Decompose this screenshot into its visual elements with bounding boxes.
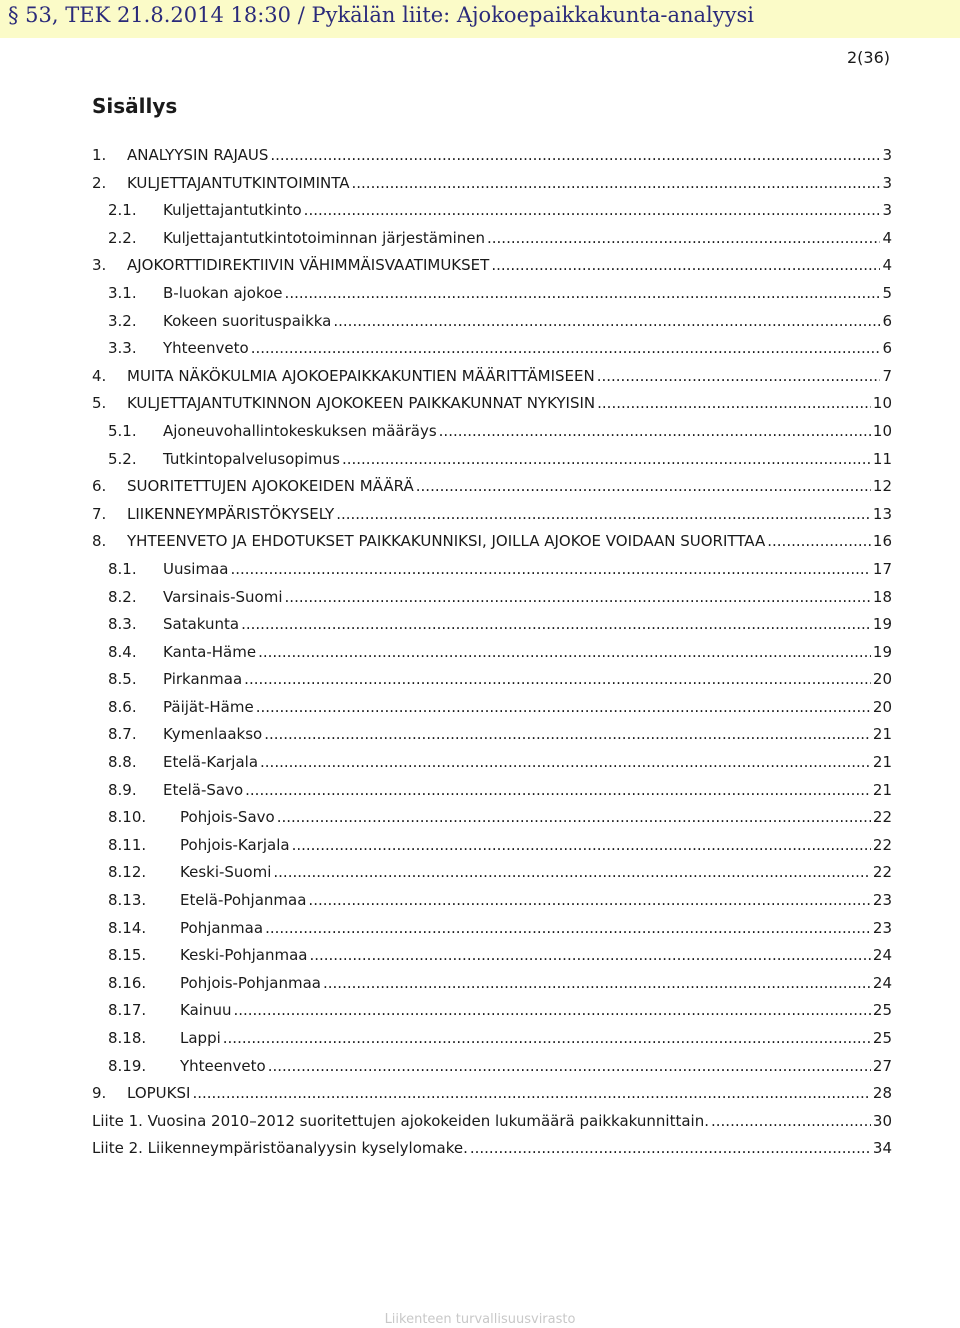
toc-entry[interactable]	[92, 698, 892, 726]
toc-entry-page: 3	[882, 173, 892, 192]
toc-entry-page: 34	[872, 1139, 892, 1158]
toc-entry[interactable]	[92, 836, 892, 864]
toc-entry-page: 28	[872, 1084, 892, 1103]
toc-dot-leader	[308, 891, 870, 909]
toc-entry-number: 8.3.	[108, 615, 137, 634]
toc-dot-leader	[285, 588, 871, 606]
toc-dot-leader	[192, 1084, 870, 1102]
toc-entry[interactable]	[92, 946, 892, 974]
toc-entry[interactable]	[92, 339, 892, 367]
toc-entry-title: Kainuu	[180, 1001, 232, 1020]
toc-dot-leader	[711, 1112, 871, 1130]
toc-entry-number: 8.7.	[108, 725, 137, 744]
toc-dot-leader	[277, 808, 871, 826]
toc-dot-leader	[292, 836, 871, 854]
toc-entry-title: KULJETTAJANTUTKINTOIMINTA	[127, 173, 350, 192]
toc-dot-leader	[767, 532, 871, 550]
toc-dot-leader	[223, 1029, 871, 1047]
toc-entry-title: Kokeen suorituspaikka	[163, 311, 332, 330]
toc-entry-page: 6	[882, 339, 892, 358]
toc-entry-page: 25	[872, 1029, 892, 1047]
toc-dot-leader	[265, 919, 871, 937]
toc-entry-page: 18	[872, 587, 892, 606]
toc-dot-leader	[416, 477, 871, 495]
toc-dot-leader	[336, 505, 871, 523]
toc-dot-leader	[597, 367, 881, 385]
toc-entry-page: 17	[872, 559, 892, 578]
toc-entry-page: 3	[882, 146, 892, 164]
toc-entry[interactable]	[92, 1029, 892, 1057]
toc-entry-title: Pohjanmaa	[180, 918, 264, 937]
toc-entry-title: LIIKENNEYMPÄRISTÖKYSELY	[127, 504, 335, 523]
toc-entry[interactable]	[92, 1139, 892, 1167]
toc-entry-number: 8.18.	[108, 1029, 147, 1047]
toc-entry-title: Kanta-Häme	[163, 642, 257, 661]
toc-entry-number: 8.4.	[108, 642, 137, 661]
toc-entry-title: Päijät-Häme	[163, 697, 254, 716]
toc-entry[interactable]	[92, 312, 892, 340]
toc-entry-number: 5.	[92, 394, 107, 413]
toc-entry-title: Kuljettajantutkintotoiminnan järjestäminen	[163, 228, 485, 247]
toc-entry-number: 5.1.	[108, 421, 137, 440]
toc-dot-leader	[487, 229, 880, 247]
toc-dot-leader	[470, 1139, 871, 1157]
table-of-contents	[92, 146, 892, 1167]
toc-entry-title: Varsinais-Suomi	[163, 587, 283, 606]
toc-entry[interactable]	[92, 808, 892, 836]
toc-entry-page: 19	[872, 615, 892, 634]
toc-entry-page: 7	[882, 366, 892, 385]
toc-entry-title: Ajoneuvohallintokeskuksen määräys	[163, 421, 437, 440]
toc-entry-number: 3.3.	[108, 339, 137, 358]
toc-dot-leader	[342, 450, 871, 468]
toc-entry[interactable]	[92, 974, 892, 1002]
toc-entry[interactable]	[92, 229, 892, 257]
toc-entry[interactable]	[92, 450, 892, 478]
toc-entry-page: 6	[882, 311, 892, 330]
toc-entry-title: Tutkintopalvelusopimus	[163, 449, 340, 468]
toc-entry-number: 2.	[92, 173, 107, 192]
toc-entry-number: 6.	[92, 477, 107, 496]
toc-dot-leader	[245, 781, 871, 799]
toc-entry-page: 20	[872, 670, 892, 689]
toc-entry-title: Pohjois-Savo	[180, 808, 275, 827]
toc-entry-page: 24	[872, 973, 892, 992]
toc-entry-number: 8.12.	[108, 863, 147, 882]
toc-dot-leader	[270, 146, 880, 164]
toc-entry-title: YHTEENVETO JA EHDOTUKSET PAIKKAKUNNIKSI, JOILLA AJOKOE VOIDAAN SUORITTAA	[127, 532, 766, 551]
toc-heading: Sisällys	[92, 94, 178, 118]
toc-entry[interactable]	[92, 174, 892, 202]
toc-entry-page: 21	[872, 780, 892, 799]
footer-text: Liikenteen turvallisuusvirasto	[384, 1312, 576, 1327]
toc-entry-title: Pirkanmaa	[163, 670, 243, 689]
toc-entry-title: Uusimaa	[163, 559, 229, 578]
toc-entry-number: 8.1.	[108, 559, 137, 578]
toc-entry-number: 1.	[92, 146, 107, 164]
toc-dot-leader	[285, 284, 881, 302]
toc-dot-leader	[264, 725, 871, 743]
toc-entry-page: 30	[872, 1111, 892, 1130]
toc-entry-number: 2.2.	[108, 228, 137, 247]
toc-entry-number: 8.9.	[108, 780, 137, 799]
toc-entry[interactable]	[92, 505, 892, 533]
toc-entry-page: 4	[882, 228, 892, 247]
toc-entry-page: 10	[872, 421, 892, 440]
toc-entry-page: 23	[872, 891, 892, 910]
toc-entry[interactable]	[92, 477, 892, 505]
toc-dot-leader	[268, 1057, 871, 1075]
page-number: 2(36)	[846, 48, 890, 67]
toc-entry-number: 8.13.	[108, 891, 147, 910]
toc-entry-title: Keski-Suomi	[180, 863, 272, 882]
toc-entry[interactable]	[92, 615, 892, 643]
toc-entry-page: 20	[872, 697, 892, 716]
toc-entry-page: 27	[872, 1056, 892, 1075]
toc-dot-leader	[309, 946, 870, 964]
toc-entry[interactable]	[92, 422, 892, 450]
toc-entry[interactable]	[92, 394, 892, 422]
toc-entry-title: ANALYYSIN RAJAUS	[127, 146, 269, 164]
toc-entry-page: 11	[872, 449, 892, 468]
toc-entry-title: Pohjois-Karjala	[180, 835, 290, 854]
toc-entry-title: Liite 1. Vuosina 2010–2012 suoritettujen ajokokeiden lukumäärä paikkakunnittain.	[92, 1111, 709, 1130]
toc-entry-page: 22	[872, 835, 892, 854]
toc-dot-leader	[333, 312, 880, 330]
toc-entry-title: Etelä-Savo	[163, 780, 244, 799]
toc-entry-title: KULJETTAJANTUTKINNON AJOKOKEEN PAIKKAKUNNAT NYKYISIN	[127, 394, 596, 413]
toc-entry-title: Yhteenveto	[180, 1056, 266, 1075]
toc-entry[interactable]	[92, 1057, 892, 1085]
toc-entry-title: Keski-Pohjanmaa	[180, 946, 308, 965]
toc-entry-page: 16	[872, 532, 892, 551]
toc-dot-leader	[230, 560, 870, 578]
toc-dot-leader	[439, 422, 871, 440]
toc-entry-title: Pohjois-Pohjanmaa	[180, 973, 321, 992]
toc-entry-number: 8.2.	[108, 587, 137, 606]
toc-entry[interactable]	[92, 725, 892, 753]
toc-dot-leader	[352, 174, 881, 192]
toc-entry-title: Yhteenveto	[163, 339, 249, 358]
toc-entry-title: AJOKORTTIDIREKTIIVIN VÄHIMMÄISVAATIMUKSET	[127, 256, 490, 275]
document-banner	[0, 0, 960, 38]
toc-entry-page: 21	[872, 753, 892, 772]
toc-entry[interactable]	[92, 1112, 892, 1140]
toc-entry-page: 22	[872, 863, 892, 882]
toc-dot-leader	[244, 670, 871, 688]
banner-text: § 53, TEK 21.8.2014 18:30 / Pykälän liite: Ajokoepaikkakunta-analyysi	[8, 3, 754, 27]
toc-entry-page: 10	[872, 394, 892, 413]
toc-dot-leader	[233, 1001, 870, 1019]
toc-entry-number: 7.	[92, 504, 107, 523]
toc-entry-title: Kuljettajantutkinto	[163, 201, 302, 220]
toc-entry-title: Etelä-Pohjanmaa	[180, 891, 307, 910]
toc-entry-number: 8.15.	[108, 946, 147, 965]
toc-entry-number: 9.	[92, 1084, 107, 1103]
toc-entry-title: Liite 2. Liikenneympäristöanalyysin kyselylomake.	[92, 1139, 468, 1158]
toc-entry[interactable]	[92, 891, 892, 919]
toc-entry-number: 3.	[92, 256, 107, 275]
toc-entry[interactable]	[92, 146, 892, 174]
toc-dot-leader	[491, 256, 880, 274]
toc-entry-page: 23	[872, 918, 892, 937]
toc-dot-leader	[304, 201, 881, 219]
toc-entry-page: 3	[882, 201, 892, 220]
toc-entry[interactable]	[92, 753, 892, 781]
toc-entry[interactable]	[92, 1001, 892, 1029]
toc-entry[interactable]	[92, 643, 892, 671]
toc-entry-number: 8.5.	[108, 670, 137, 689]
toc-entry[interactable]	[92, 863, 892, 891]
toc-dot-leader	[273, 863, 871, 881]
toc-entry-number: 2.1.	[108, 201, 137, 220]
toc-entry-number: 8.11.	[108, 835, 147, 854]
toc-entry[interactable]	[92, 560, 892, 588]
toc-entry[interactable]	[92, 588, 892, 616]
toc-entry-number: 8.6.	[108, 697, 137, 716]
toc-entry-page: 5	[882, 283, 892, 302]
toc-entry[interactable]	[92, 256, 892, 284]
toc-entry-number: 8.14.	[108, 918, 147, 937]
toc-entry-title: B-luokan ajokoe	[163, 283, 283, 302]
toc-entry-title: LOPUKSI	[127, 1084, 191, 1103]
toc-entry[interactable]	[92, 670, 892, 698]
toc-entry[interactable]	[92, 532, 892, 560]
toc-entry-page: 12	[872, 477, 892, 496]
toc-entry-page: 19	[872, 642, 892, 661]
toc-entry[interactable]	[92, 284, 892, 312]
toc-entry-number: 3.1.	[108, 283, 137, 302]
toc-dot-leader	[256, 698, 871, 716]
toc-entry-number: 8.16.	[108, 973, 147, 992]
toc-entry-page: 22	[872, 808, 892, 827]
toc-dot-leader	[260, 753, 871, 771]
toc-entry-page: 21	[872, 725, 892, 744]
toc-entry-page: 25	[872, 1001, 892, 1020]
toc-entry-title: Lappi	[180, 1029, 221, 1047]
toc-entry-number: 3.2.	[108, 311, 137, 330]
toc-entry[interactable]	[92, 919, 892, 947]
toc-entry-number: 8.10.	[108, 808, 147, 827]
toc-entry-title: MUITA NÄKÖKULMIA AJOKOEPAIKKAKUNTIEN MÄÄRITTÄMISEEN	[127, 366, 595, 385]
toc-dot-leader	[323, 974, 871, 992]
toc-entry[interactable]	[92, 1084, 892, 1112]
toc-dot-leader	[258, 643, 871, 661]
toc-entry-page: 4	[882, 256, 892, 275]
toc-dot-leader	[597, 394, 871, 412]
toc-entry-title: Satakunta	[163, 615, 240, 634]
toc-entry[interactable]	[92, 367, 892, 395]
toc-entry[interactable]	[92, 201, 892, 229]
toc-entry-page: 24	[872, 946, 892, 965]
toc-entry-number: 5.2.	[108, 449, 137, 468]
toc-entry-page: 13	[872, 504, 892, 523]
toc-entry-title: Etelä-Karjala	[163, 753, 259, 772]
toc-entry-title: Kymenlaakso	[163, 725, 263, 744]
toc-entry-title: SUORITETTUJEN AJOKOKEIDEN MÄÄRÄ	[127, 477, 414, 496]
toc-entry-number: 8.	[92, 532, 107, 551]
toc-entry-number: 8.17.	[108, 1001, 147, 1020]
toc-entry-number: 8.19.	[108, 1056, 147, 1075]
toc-entry-number: 8.8.	[108, 753, 137, 772]
toc-entry-number: 4.	[92, 366, 107, 385]
toc-dot-leader	[251, 339, 881, 357]
toc-dot-leader	[241, 615, 871, 633]
toc-entry[interactable]	[92, 781, 892, 809]
